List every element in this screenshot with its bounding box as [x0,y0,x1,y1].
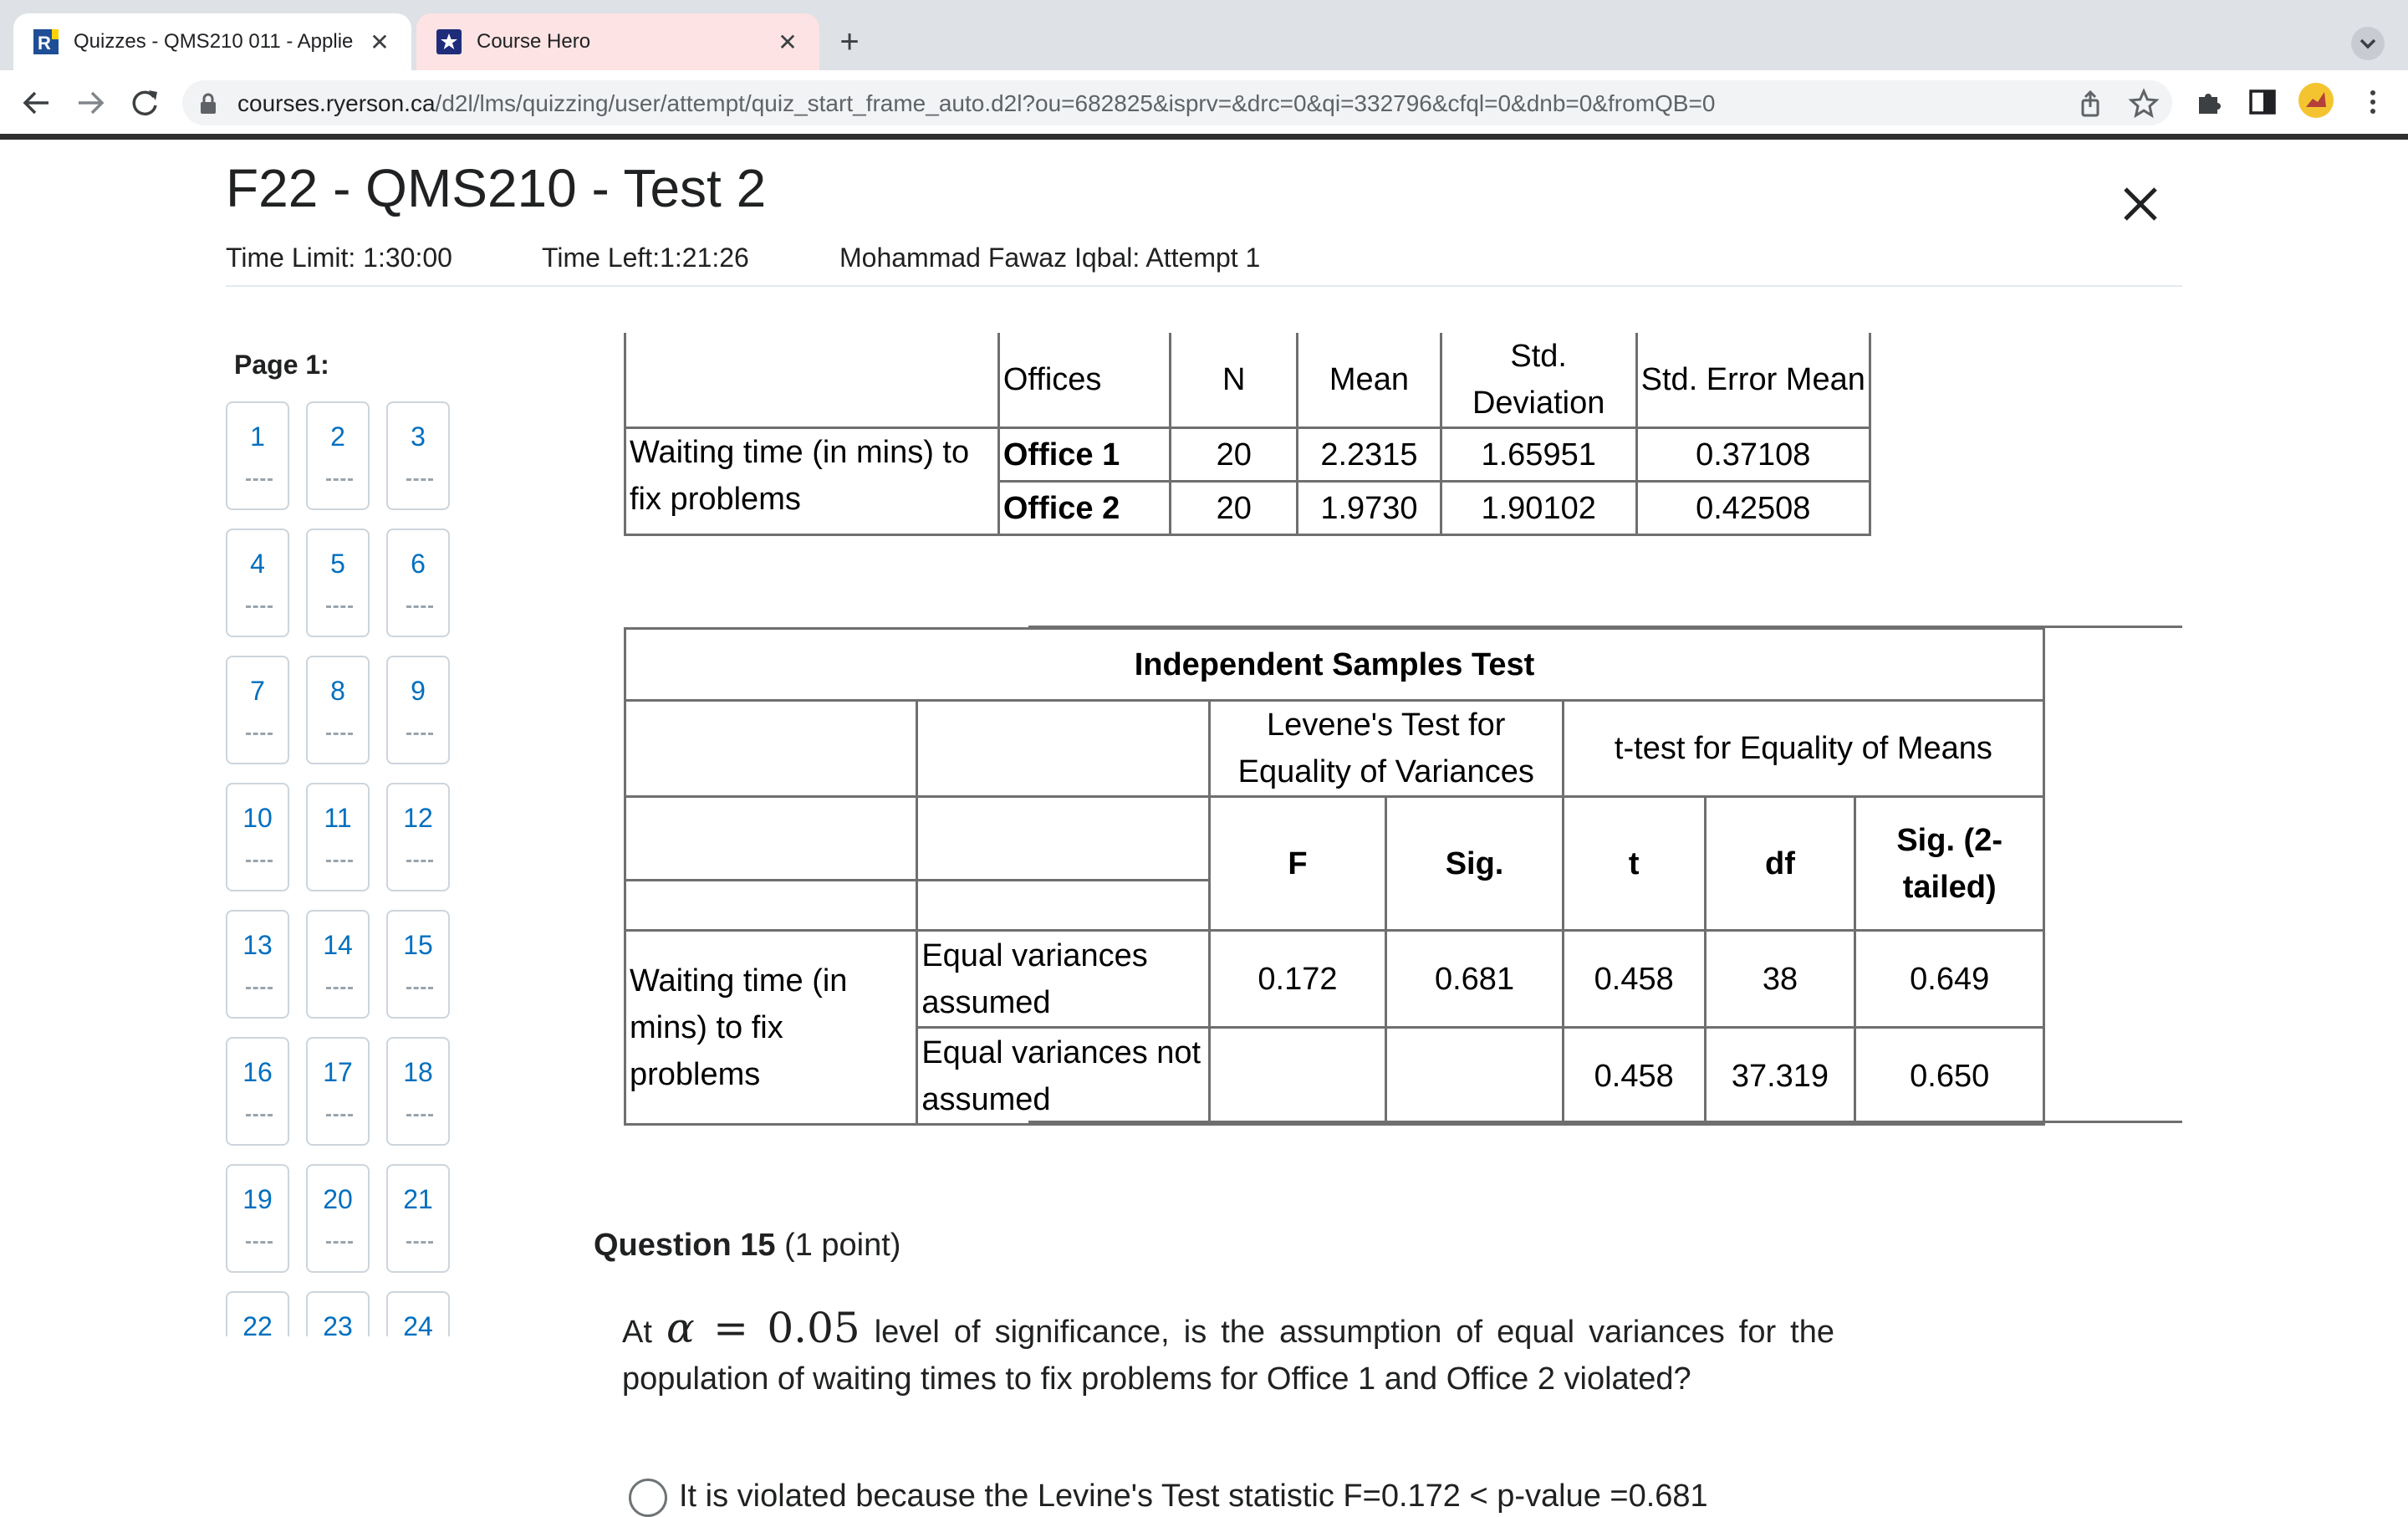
row-label-waiting-time: Waiting time (in mins) to fix problems [625,931,917,1125]
row-label-unequal-var: Equal variances not assumed [917,1028,1209,1125]
unanswered-indicator [326,478,353,481]
attempt-label: Mohammad Fawaz Iqbal: Attempt 1 [839,243,1261,273]
question-nav-number: 16 [242,1057,273,1087]
empty-header-cell [625,333,999,428]
unanswered-indicator [246,987,273,989]
question-nav-button[interactable] [306,783,370,891]
equals-sign: = [713,1304,748,1352]
question-nav-button[interactable] [226,656,289,764]
cell-sig: 0.681 [1386,931,1564,1028]
question-nav-button[interactable] [306,656,370,764]
question-nav-number: 2 [330,421,345,452]
cell-sem: 0.42508 [1636,482,1870,535]
independent-samples-test-table [624,627,2045,1126]
question-nav-number: 12 [403,803,433,833]
group-statistics-table [624,333,1871,536]
address-bar[interactable] [182,80,2172,125]
unanswered-indicator [406,860,433,862]
tab-title: Course Hero [477,30,591,53]
question-nav-button[interactable] [226,1037,289,1146]
col-header-offices: Offices [998,333,1171,428]
unanswered-indicator [406,1114,433,1116]
question-nav-button[interactable] [386,529,450,637]
header-divider [226,285,2182,287]
empty-header-cell [917,701,1209,797]
unanswered-indicator [326,733,353,735]
question-nav-number: 7 [250,676,265,706]
question-nav-number: 18 [403,1057,433,1087]
empty-header-cell [917,797,1209,881]
tab-close-icon[interactable]: ✕ [778,28,798,55]
question-nav-number: 24 [403,1311,433,1336]
col-header-df: df [1705,797,1855,931]
cell-sig [1386,1028,1564,1125]
question-nav-number: 17 [323,1057,353,1087]
office-label: Office 1 [998,428,1171,482]
question-nav-number: 3 [411,421,426,452]
question-nav-number: 19 [242,1184,273,1214]
col-header-t: t [1563,797,1705,931]
col-header-sig-2-tailed: Sig. (2-tailed) [1855,797,2044,931]
question-nav-number: 6 [411,549,426,579]
question-points: (1 point) [784,1228,901,1263]
unanswered-indicator [326,1241,353,1244]
unanswered-indicator [406,1241,433,1244]
question-nav-number: 14 [323,930,353,960]
reload-icon[interactable] [124,82,166,124]
unanswered-indicator [406,478,433,481]
empty-header-cell [625,797,917,881]
question-nav-number: 13 [242,930,273,960]
share-icon[interactable] [2074,87,2107,120]
browser-tab-strip [0,0,2408,70]
profile-avatar-icon[interactable] [2298,82,2334,119]
back-arrow-icon[interactable] [15,82,57,124]
tab-quizzes[interactable] [13,13,411,70]
extensions-puzzle-icon[interactable] [2192,85,2226,119]
cell-sd: 1.65951 [1441,428,1636,482]
question-nav-number: 23 [323,1311,353,1336]
question-heading [594,1228,900,1264]
cell-f: 0.172 [1209,931,1386,1028]
url-host: courses.ryerson.ca [237,90,436,116]
question-nav-button[interactable] [306,529,370,637]
question-nav-button[interactable] [306,401,370,510]
question-nav-button[interactable] [226,910,289,1019]
side-panel-icon[interactable] [2246,85,2279,119]
question-nav-button[interactable] [386,1037,450,1146]
unanswered-indicator [406,605,433,608]
new-tab-button[interactable]: + [839,23,860,60]
unanswered-indicator [406,987,433,989]
row-label-equal-var: Equal variances assumed [917,931,1209,1028]
unanswered-indicator [246,478,273,481]
svg-text:R: R [38,33,51,54]
question-nav-button[interactable] [386,783,450,891]
col-header-n: N [1171,333,1298,428]
tab-course-hero[interactable] [416,13,819,70]
question-nav-button[interactable] [306,1291,370,1336]
question-nav-number: 1 [250,421,265,452]
course-hero-star-icon [436,29,462,54]
tab-title: Quizzes - QMS210 011 - Applie [74,30,354,53]
question-nav-number: 20 [323,1184,353,1214]
question-nav-grid [224,400,458,1336]
question-nav-button[interactable] [226,1164,289,1273]
question-nav-button[interactable] [226,1291,289,1336]
question-nav-number: 8 [330,676,345,706]
cell-mean: 2.2315 [1298,428,1441,482]
col-header-f: F [1209,797,1386,931]
unanswered-indicator [246,733,273,735]
cell-n: 20 [1171,428,1298,482]
question-nav-button[interactable] [306,1164,370,1273]
question-nav-number: 4 [250,549,265,579]
cell-df: 38 [1705,931,1855,1028]
lock-icon [199,93,217,115]
ryerson-logo-icon [33,29,59,54]
url-text [237,90,1715,117]
question-text-after: level of significance, is the assumption of equal variances for the population of waiting times to fix problems for Office 1 and Office 2 violated? [622,1315,1834,1397]
question-nav-button[interactable] [386,910,450,1019]
question-nav-button[interactable] [226,783,289,891]
unanswered-indicator [406,733,433,735]
question-text-before: At [622,1315,652,1350]
row-label-waiting-time: Waiting time (in mins) to fix problems [625,428,999,535]
cell-df: 37.319 [1705,1028,1855,1125]
question-nav-button[interactable] [226,401,289,510]
tab-search-chevron-icon[interactable] [2348,25,2388,62]
cell-t: 0.458 [1563,1028,1705,1125]
alpha-value: 0.05 [767,1304,860,1352]
cell-n: 20 [1171,482,1298,535]
empty-header-cell [625,701,917,797]
unanswered-indicator [246,1241,273,1244]
forward-arrow-icon[interactable] [70,82,112,124]
cell-t: 0.458 [1563,931,1705,1028]
question-text [622,1305,1834,1402]
office-label: Office 2 [998,482,1171,535]
unanswered-indicator [246,605,273,608]
time-left: Time Left:1:21:26 [542,243,749,273]
browser-menu-kebab-icon[interactable] [2356,85,2390,119]
col-header-std-deviation: Std. Deviation [1441,333,1636,428]
cell-sig-2-tailed: 0.650 [1855,1028,2044,1125]
unanswered-indicator [326,987,353,989]
unanswered-indicator [326,1114,353,1116]
ttest-header: t-test for Equality of Means [1563,701,2043,797]
question-nav-button[interactable] [226,529,289,637]
levene-header: Levene's Test for Equality of Variances [1209,701,1563,797]
question-nav-button[interactable] [386,401,450,510]
cell-sem: 0.37108 [1636,428,1870,482]
cell-sd: 1.90102 [1441,482,1636,535]
quiz-title: F22 - QMS210 - Test 2 [226,158,767,218]
question-nav-number: 5 [330,549,345,579]
time-limit: Time Limit: 1:30:00 [226,243,452,273]
question-nav-number: 10 [242,803,273,833]
question-nav-button[interactable] [386,1291,450,1336]
col-header-sig: Sig. [1386,797,1564,931]
question-nav-number: 9 [411,676,426,706]
unanswered-indicator [326,860,353,862]
answer-option-label: It is violated because the Levine's Test statistic F=0.172 < p-value =0.681 [679,1479,1708,1514]
answer-radio[interactable] [629,1479,667,1517]
question-nav-button[interactable] [386,1164,450,1273]
cell-mean: 1.9730 [1298,482,1441,535]
unanswered-indicator [246,1114,273,1116]
answer-option[interactable] [629,1479,1967,1512]
bookmark-star-icon[interactable] [2127,87,2161,120]
question-nav-button[interactable] [306,1037,370,1146]
question-nav-number: 15 [403,930,433,960]
unanswered-indicator [246,860,273,862]
browser-toolbar [0,70,2408,134]
question-nav-number: 22 [242,1311,273,1336]
alpha-symbol: α [666,1304,695,1352]
empty-header-cell [917,881,1209,931]
tab-close-icon[interactable]: ✕ [370,28,390,55]
question-nav-number: 11 [324,803,352,833]
table-title: Independent Samples Test [625,629,2044,701]
cell-sig-2-tailed: 0.649 [1855,931,2044,1028]
page-label: Page 1: [234,350,329,380]
alpha-expression [666,1304,860,1352]
question-number: Question 15 [594,1228,776,1263]
unanswered-indicator [326,605,353,608]
url-path: /d2l/lms/quizzing/user/attempt/quiz_start_frame_auto.d2l?ou=682825&isprv=&drc=0&qi=332796&cfql=0&dnb=0&fromQB=0 [435,90,1716,116]
cell-f [1209,1028,1386,1125]
page-top-border [0,134,2408,140]
question-nav-button[interactable] [386,656,450,764]
question-nav-button[interactable] [306,910,370,1019]
empty-header-cell [625,881,917,931]
col-header-mean: Mean [1298,333,1441,428]
col-header-std-error-mean: Std. Error Mean [1636,333,1870,428]
question-nav-number: 21 [403,1184,433,1214]
close-quiz-icon[interactable] [2114,177,2167,231]
